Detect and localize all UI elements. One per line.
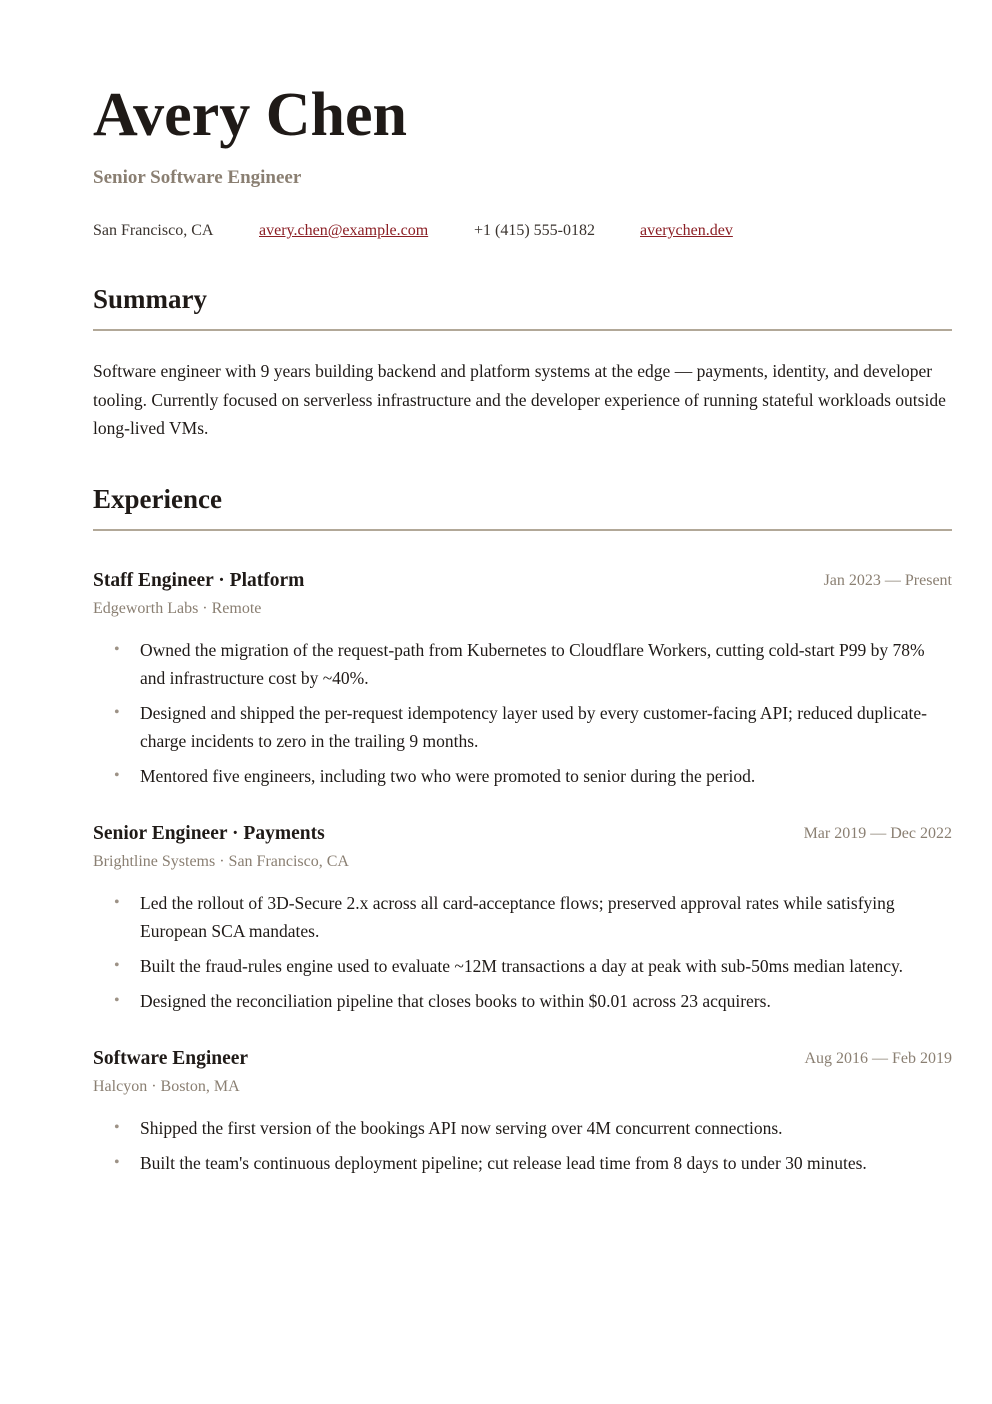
bullet-dot-icon: • [114,704,120,721]
job-dates: Mar 2019 — Dec 2022 [803,825,952,842]
job-title: Software Engineer [93,1048,249,1069]
bullet-item [93,699,952,755]
bullet-item [93,762,952,790]
bullet-dot-icon: • [114,1154,120,1171]
bullet-text: Built the fraud-rules engine used to evaluate ~12M transactions a day at peak with sub-50ms median latency. [140,956,904,976]
job-title: Staff Engineer · Platform [93,570,305,591]
job-headline: Senior Software Engineer [93,167,302,188]
job-bullets [93,636,952,797]
bullet-text: Owned the migration of the request-path from Kubernetes to Cloudflare Workers, cutting cold-start P99 by 78% and infrastructure cost by ~40%. [140,640,925,688]
contact-row [93,220,952,242]
bullet-item [93,987,952,1015]
bullet-text: Shipped the first version of the bookings API now serving over 4M concurrent connections. [140,1118,783,1138]
summary-divider [93,329,952,331]
bullet-dot-icon: • [114,957,120,974]
bullet-text: Designed the reconciliation pipeline that closes books to within $0.01 across 23 acquirers. [140,991,771,1011]
bullet-text: Built the team's continuous deployment pipeline; cut release lead time from 8 days to under 30 minutes. [140,1153,867,1173]
bullet-item [93,1114,952,1142]
bullet-item [93,636,952,692]
contact-phone: +1 (415) 555-0182 [474,222,596,239]
bullet-dot-icon: • [114,894,120,911]
bullet-item [93,889,952,945]
job-bullets [93,889,952,1022]
job-dates: Aug 2016 — Feb 2019 [804,1050,952,1067]
job-organization: Edgeworth Labs · Remote [93,600,262,617]
bullet-text: Designed and shipped the per-request idempotency layer used by every customer-facing API; reduced duplicate-charge incidents to zero in the trailing 9 months. [140,703,928,751]
summary-heading: Summary [93,284,207,314]
person-name: Avery Chen [93,81,407,149]
contact-location: San Francisco, CA [93,222,214,239]
bullet-dot-icon: • [114,641,120,658]
job-organization: Halcyon · Boston, MA [93,1078,240,1095]
bullet-dot-icon: • [114,767,120,784]
contact-website-link[interactable]: averychen.dev [640,222,733,239]
job-title: Senior Engineer · Payments [93,823,325,844]
bullet-item [93,1149,952,1177]
summary-text: Software engineer with 9 years building backend and platform systems at the edge — payments, identity, and developer tooling. Currently focused on serverless infrastructure and the developer experience of running stateful workloads outside long-lived VMs. [93,361,946,438]
bullet-text: Mentored five engineers, including two who were promoted to senior during the period. [140,766,756,786]
bullet-dot-icon: • [114,992,120,1009]
experience-heading: Experience [93,484,222,514]
job-bullets [93,1114,952,1184]
contact-email-link[interactable]: avery.chen@example.com [259,222,429,239]
job-dates: Jan 2023 — Present [823,572,952,589]
bullet-item [93,952,952,980]
bullet-text: Led the rollout of 3D-Secure 2.x across all card-acceptance flows; preserved approval rates while satisfying European SCA mandates. [140,893,895,941]
experience-divider [93,529,952,531]
bullet-dot-icon: • [114,1119,120,1136]
job-organization: Brightline Systems · San Francisco, CA [93,853,349,870]
